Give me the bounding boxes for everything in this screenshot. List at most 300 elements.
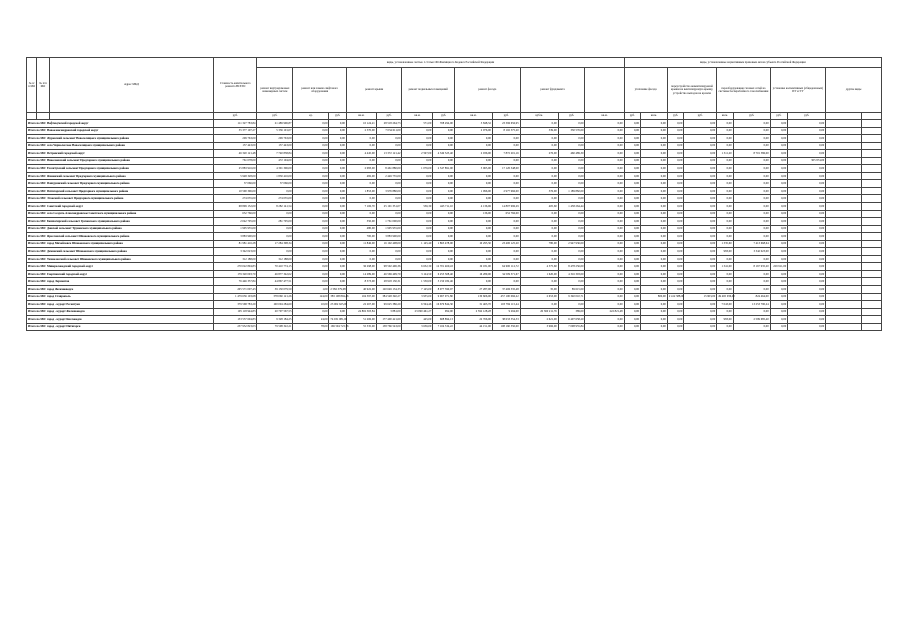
value-cell: 0,00	[624, 218, 640, 226]
value-cell: 74 031 081,06	[329, 316, 346, 324]
value-cell: 0,00	[788, 165, 826, 173]
table-row	[27, 301, 882, 309]
value-cell: 0,00	[770, 293, 787, 301]
value-cell: 0,00	[667, 255, 683, 263]
table-row	[27, 187, 882, 195]
table-row	[27, 308, 882, 316]
value-cell: 5 065,00	[454, 165, 492, 173]
value-cell: 0,00	[717, 135, 733, 143]
value-cell: 3 883 900,00	[214, 233, 257, 241]
value-cell: 222 821,48	[585, 308, 624, 316]
value-cell: 0,00	[788, 187, 826, 195]
value-cell: 0,00	[346, 210, 376, 218]
value-cell: 130 606,00	[454, 293, 492, 301]
value-cell: 652 766,00	[492, 210, 520, 218]
value-cell: 0,00	[585, 218, 624, 226]
value-cell: 0,00	[788, 142, 826, 150]
value-cell: 0,00	[667, 316, 683, 324]
value-cell: 0,00	[788, 323, 826, 331]
value-cell: 138 766 543,00	[376, 323, 402, 331]
header-meters: установка коллективных (общедомовых) ПУ и УУ	[770, 68, 826, 113]
value-cell: 0,00	[293, 210, 329, 218]
value-cell: 0,00	[684, 195, 717, 203]
value-cell: 0,00	[293, 195, 329, 203]
value-cell: 700,00	[346, 233, 376, 241]
value-cell: 0,00	[684, 203, 717, 211]
value-cell: 0,00	[684, 142, 717, 150]
value-cell: 0,00	[624, 157, 640, 165]
value-cell: 1 761 000,00	[376, 218, 402, 226]
value-cell: 0,00	[641, 263, 668, 271]
value-cell: 0,00	[585, 142, 624, 150]
value-cell	[826, 308, 862, 316]
value-cell: 103 784 115,44	[492, 301, 520, 309]
value-cell: 4 349 525,40	[433, 150, 455, 158]
header-mo-num: № п/п МО	[37, 58, 49, 113]
value-cell: 3 966,00	[520, 323, 558, 331]
value-cell: 39 130 079,50	[257, 286, 293, 294]
value-cell: 0,00	[454, 218, 492, 226]
value-cell: 0,00	[585, 165, 624, 173]
unit-cell: руб.	[433, 113, 455, 120]
table-row	[27, 172, 882, 180]
row-name: Итого по МО: Пашуринский сельсовет Предгорного муниципального района	[27, 180, 214, 188]
unit-cell: кв.м.	[402, 113, 433, 120]
table-row	[27, 180, 882, 188]
value-cell: 10 590 396,00	[214, 187, 257, 195]
value-cell: 0,00	[788, 293, 826, 301]
table-row	[27, 150, 882, 158]
value-cell: 31 463,70	[454, 301, 492, 309]
value-cell: 0,00	[329, 210, 346, 218]
value-cell: 0,00	[733, 180, 770, 188]
value-cell: 0,00	[770, 180, 787, 188]
value-cell: 0,00	[770, 323, 787, 331]
value-cell: 0,00	[402, 172, 433, 180]
value-cell	[826, 240, 862, 248]
value-cell: 0,00	[585, 172, 624, 180]
value-cell: 0,00	[402, 225, 433, 233]
value-cell: 276,00	[520, 150, 558, 158]
value-cell: 1 863 478,00	[433, 240, 455, 248]
value-cell: 0,00	[520, 225, 558, 233]
value-cell: 0,00	[733, 233, 770, 241]
value-cell: 2 947 936,00	[558, 240, 585, 248]
value-cell	[826, 301, 862, 309]
value-cell: 0,00	[733, 225, 770, 233]
value-cell: 7 872 201,16	[492, 150, 520, 158]
value-cell: 0,00	[558, 165, 585, 173]
table-row	[27, 240, 882, 248]
header-facade: ремонт фасада	[454, 68, 520, 113]
value-cell: 34 509 371,67	[492, 270, 520, 278]
value-cell: 179 320 093,70	[214, 270, 257, 278]
value-cell: 12 701 469,43	[433, 263, 455, 271]
unit-cell: кв.м.	[454, 113, 492, 120]
value-cell: 44 151,00	[454, 323, 492, 331]
row-name: Итого по МО: Ессентукский сельсовет Предгорного муниципального района	[27, 165, 214, 173]
value-cell: 1,00	[293, 286, 329, 294]
value-cell: 9 294,00	[492, 308, 520, 316]
value-cell: 0,00	[402, 195, 433, 203]
value-cell: 0,00	[641, 278, 668, 286]
value-cell: 0,00	[558, 210, 585, 218]
value-cell: 104 397,00	[346, 293, 376, 301]
value-cell: 0,00	[788, 263, 826, 271]
value-cell: 0,00	[770, 308, 787, 316]
value-cell: 0,00	[454, 142, 492, 150]
row-name: Итого по МО: город Ставрополь	[27, 293, 214, 301]
table-row	[27, 323, 882, 331]
value-cell: 0,00	[492, 225, 520, 233]
value-cell: 482,00	[346, 172, 376, 180]
value-cell: 0,00	[788, 255, 826, 263]
value-cell: 0,00	[667, 172, 683, 180]
value-cell: 1 830 416,00	[257, 172, 293, 180]
value-cell: 571,00	[402, 120, 433, 128]
value-cell: 0,00	[433, 127, 455, 135]
value-cell: 0,00	[788, 286, 826, 294]
value-cell: 0,00	[520, 255, 558, 263]
value-cell: 0,00	[684, 120, 717, 128]
value-cell: 0,00	[641, 203, 668, 211]
units-empty-cell	[27, 113, 37, 120]
unit-cell: руб.	[376, 113, 402, 120]
value-cell: 0,00	[624, 270, 640, 278]
value-cell: 0,00	[717, 142, 733, 150]
value-cell: 0,00	[433, 142, 455, 150]
value-cell: 0,00	[376, 255, 402, 263]
value-cell: 0,00	[641, 323, 668, 331]
value-cell	[862, 142, 882, 150]
value-cell: 0,00	[376, 195, 402, 203]
row-name: Итого по МО: город - курорт Пятигорск	[27, 323, 214, 331]
unit-cell: руб.	[558, 113, 585, 120]
unit-cell: кв.м.	[641, 113, 668, 120]
header-num: № п/п МО	[27, 58, 37, 113]
value-cell: 0,00	[454, 180, 492, 188]
value-cell: 23 400 125,20	[492, 240, 520, 248]
header-spacer	[585, 68, 624, 113]
value-cell: 0,00	[788, 180, 826, 188]
value-cell: 10 295,30	[454, 240, 492, 248]
value-cell: 0,00	[585, 187, 624, 195]
value-cell: 23 396 656,95	[492, 120, 520, 128]
row-name: Итого по МО: город - курорт Ессентуки	[27, 301, 214, 309]
value-cell	[862, 150, 882, 158]
value-cell: 46 320 121,48	[214, 150, 257, 158]
value-cell	[826, 165, 862, 173]
value-cell: 0,00	[684, 172, 717, 180]
value-cell: 19 181,00	[454, 263, 492, 271]
value-cell: 0,00	[788, 233, 826, 241]
value-cell: 983,00	[717, 248, 733, 256]
value-cell: 0,00	[788, 301, 826, 309]
row-name: Итого по МО: город Лермонтов	[27, 278, 214, 286]
value-cell: 8 373,00	[346, 278, 376, 286]
header-basement: ремонт подвальных помещений	[402, 68, 454, 113]
value-cell: 0,00	[293, 180, 329, 188]
row-name: Итого по МО: Советский городской округ	[27, 203, 214, 211]
value-cell: 0,00	[433, 135, 455, 143]
value-cell: 0,00	[329, 240, 346, 248]
value-cell: 0,00	[717, 270, 733, 278]
value-cell: 0,00	[346, 195, 376, 203]
value-cell: 0,00	[585, 233, 624, 241]
value-cell: 0,00	[770, 142, 787, 150]
value-cell	[862, 316, 882, 324]
value-cell: 312 188,00	[214, 255, 257, 263]
row-name: Итого по МО: Бешпагирский сельсовет Грачевского муниципального района	[27, 218, 214, 226]
table-row	[27, 278, 882, 286]
value-cell	[826, 225, 862, 233]
value-cell: 81 981 416,28	[214, 240, 257, 248]
units-empty-cell	[37, 113, 49, 120]
table-row	[27, 270, 882, 278]
value-cell: 0,00	[585, 120, 624, 128]
value-cell: 0,00	[585, 263, 624, 271]
value-cell: 0,00	[433, 157, 455, 165]
value-cell	[826, 150, 862, 158]
value-cell: 1 550,00	[402, 278, 433, 286]
value-cell: 108 160 350,00	[492, 323, 520, 331]
value-cell: 237 952 823,03	[214, 323, 257, 331]
value-cell: 0,00	[454, 248, 492, 256]
value-cell: 35 377 107,27	[214, 127, 257, 135]
value-cell: 0,00	[624, 293, 640, 301]
value-cell: 0,00	[257, 225, 293, 233]
unit-cell: куб.м.	[520, 113, 558, 120]
value-cell: 78,00	[293, 323, 329, 331]
header-lift: ремонт или замена лифтового оборудования	[293, 68, 346, 113]
value-cell: 14 289,00	[346, 270, 376, 278]
value-cell: 0,00	[558, 218, 585, 226]
value-cell	[862, 233, 882, 241]
value-cell: 0,00	[346, 157, 376, 165]
value-cell: 0,00	[770, 135, 787, 143]
value-cell: 40 922,00	[346, 286, 376, 294]
value-cell: 0,00	[585, 316, 624, 324]
value-cell: 0,00	[717, 180, 733, 188]
value-cell: 0,00	[684, 286, 717, 294]
header-cost: Стоимость капитального ремонта ВСЕГО	[214, 58, 257, 113]
value-cell: 0,00	[684, 308, 717, 316]
value-cell: 22 267,00	[346, 301, 376, 309]
value-cell: 0,00	[624, 135, 640, 143]
row-name: Итого по МО: Ямненский сельсовет Предгорного муниципального района	[27, 172, 214, 180]
value-cell: 0,00	[257, 187, 293, 195]
value-cell: 205 571 007,43	[214, 286, 257, 294]
value-cell: 0,00	[788, 172, 826, 180]
value-cell: 0,00	[433, 225, 455, 233]
value-cell: 405,60	[520, 203, 558, 211]
value-cell: 0,00	[770, 127, 787, 135]
value-cell: 0,00	[293, 127, 329, 135]
value-cell: 0,00	[585, 240, 624, 248]
value-cell: 0,00	[492, 180, 520, 188]
value-cell: 0,00	[454, 225, 492, 233]
value-cell	[862, 240, 882, 248]
value-cell: 3 881,00	[376, 308, 402, 316]
row-name: Итого по МО: Минераловодский городской округ	[27, 263, 214, 271]
value-cell: 0,00	[585, 157, 624, 165]
value-cell: 443 711,10	[433, 203, 455, 211]
header-gas: переоборудование газовых сетей на системы бесперебойного газоснабжения	[717, 68, 770, 113]
value-cell: 0,00	[329, 270, 346, 278]
value-cell: 124,00	[293, 293, 329, 301]
value-cell: 0,00	[788, 278, 826, 286]
value-cell: 2 592 128,28	[454, 308, 492, 316]
value-cell: 2 076,00	[454, 127, 492, 135]
value-cell: 0,00	[667, 120, 683, 128]
value-cell: 0,00	[770, 270, 787, 278]
value-cell: 0,00	[293, 203, 329, 211]
value-cell: 0,00	[684, 165, 717, 173]
spreadsheet	[26, 57, 882, 331]
value-cell: 0,00	[717, 225, 733, 233]
value-cell: 7 043,00	[717, 301, 733, 309]
value-cell	[862, 127, 882, 135]
value-cell: 0,00	[788, 127, 826, 135]
value-cell: 0,00	[733, 142, 770, 150]
row-name: Итого по МО: Этокский сельсовет Предгорного муниципального района	[27, 195, 214, 203]
value-cell: 0,00	[558, 142, 585, 150]
value-cell: 0,00	[402, 210, 433, 218]
value-cell: 0,00	[733, 187, 770, 195]
value-cell: 0,00	[492, 218, 520, 226]
row-name: Итого по МО: Нефтекумский городской округ	[27, 120, 214, 128]
table-row	[27, 248, 882, 256]
value-cell: 0,00	[585, 203, 624, 211]
value-cell: 177 400 421,60	[376, 316, 402, 324]
value-cell: 0,00	[733, 135, 770, 143]
value-cell: 0,00	[667, 203, 683, 211]
value-cell: 379 568 783,29	[214, 301, 257, 309]
value-cell: 0,00	[770, 210, 787, 218]
value-cell: 0,00	[293, 142, 329, 150]
value-cell: 0,00	[641, 270, 668, 278]
value-cell: 7 740 838,84	[257, 150, 293, 158]
value-cell	[862, 120, 882, 128]
value-cell: 0,00	[624, 210, 640, 218]
value-cell: 8 478 256,00	[558, 263, 585, 271]
value-cell: 136,00	[454, 210, 492, 218]
value-cell: 25 883 916,00	[214, 165, 257, 173]
value-cell: 2 547 891,00	[433, 165, 455, 173]
value-cell: 350,00	[346, 218, 376, 226]
value-cell: 0,00	[770, 255, 787, 263]
value-cell: 0,00	[717, 172, 733, 180]
units-empty-cell	[49, 113, 214, 120]
value-cell	[862, 248, 882, 256]
value-cell: 46 877 342,02	[257, 270, 293, 278]
value-cell: 0,00	[402, 233, 433, 241]
value-cell	[826, 323, 862, 331]
value-cell: 0,00	[329, 233, 346, 241]
unit-cell: руб.	[257, 113, 293, 120]
value-cell: 0,00	[329, 157, 346, 165]
value-cell: 0,00	[624, 165, 640, 173]
value-cell: 0,00	[717, 233, 733, 241]
value-cell: 0,00	[454, 157, 492, 165]
value-cell: 26 360 211,76	[520, 308, 558, 316]
value-cell: 0,00	[788, 308, 826, 316]
value-cell: 209 763,00	[214, 135, 257, 143]
value-cell: 0,00	[585, 225, 624, 233]
value-cell: 0,00	[329, 180, 346, 188]
value-cell: 0,00	[667, 248, 683, 256]
value-cell: 100 004 284,60	[257, 301, 293, 309]
value-cell: 0,00	[558, 180, 585, 188]
row-name: Итого по МО: город - курорт Кисловодск	[27, 316, 214, 324]
value-cell: 0,00	[624, 255, 640, 263]
value-cell: 0,00	[402, 135, 433, 143]
table-row	[27, 233, 882, 241]
value-cell: 0,00	[624, 263, 640, 271]
value-cell: 3 955,00	[402, 293, 433, 301]
value-cell: 0,00	[717, 187, 733, 195]
table-row	[27, 157, 882, 165]
value-cell: 824 464,00	[733, 293, 770, 301]
value-cell: 0,00	[641, 248, 668, 256]
value-cell: 0,00	[520, 278, 558, 286]
value-cell: 0,00	[585, 255, 624, 263]
unit-cell: руб.	[492, 113, 520, 120]
value-cell: 0,00	[717, 210, 733, 218]
value-cell: 0,00	[788, 218, 826, 226]
value-cell: 0,00	[329, 195, 346, 203]
value-cell: 274 035,00	[214, 195, 257, 203]
value-cell: 0,00	[733, 286, 770, 294]
value-cell: 0,00	[624, 150, 640, 158]
value-cell: 0,00	[667, 218, 683, 226]
value-cell: 0,00	[558, 225, 585, 233]
unit-cell	[862, 113, 882, 120]
value-cell: 0,00	[733, 323, 770, 331]
value-cell: 169 594 723,76	[329, 323, 346, 331]
header-group-lzh: виды, установленные частью 1 статьи 166 Жилищного Кодекса Российской Федерации	[257, 58, 624, 68]
value-cell: 0,00	[770, 316, 787, 324]
value-cell: 3 848,32	[454, 120, 492, 128]
value-cell: 0,00	[376, 142, 402, 150]
value-cell: 0,00	[492, 278, 520, 286]
value-cell: 157 443,00	[214, 142, 257, 150]
value-cell: 0,00	[433, 195, 455, 203]
value-cell: 0,00	[454, 172, 492, 180]
value-cell	[826, 203, 862, 211]
value-cell	[826, 248, 862, 256]
header-roof: ремонт крыши	[346, 68, 402, 113]
row-name: Итого по МО: село Солдато-Александровское Советского муниципального района	[27, 210, 214, 218]
value-cell	[826, 187, 862, 195]
value-cell: 8 461 880,00	[376, 165, 402, 173]
value-cell: 0,00	[520, 157, 558, 165]
value-cell: 0,00	[329, 150, 346, 158]
value-cell: 0,00	[293, 218, 329, 226]
value-cell: 0,00	[329, 187, 346, 195]
value-cell: 0,00	[624, 127, 640, 135]
value-cell: 3 883 900,00	[376, 233, 402, 241]
value-cell: 79 508 322,21	[257, 323, 293, 331]
value-cell: 0,00	[402, 127, 433, 135]
value-cell: 0,00	[293, 187, 329, 195]
value-cell: 209 763,00	[257, 135, 293, 143]
value-cell: 1 458 264,44	[558, 203, 585, 211]
value-cell: 2 653,00	[520, 293, 558, 301]
value-cell: 0,00	[684, 135, 717, 143]
value-cell	[862, 286, 882, 294]
value-cell	[826, 218, 862, 226]
